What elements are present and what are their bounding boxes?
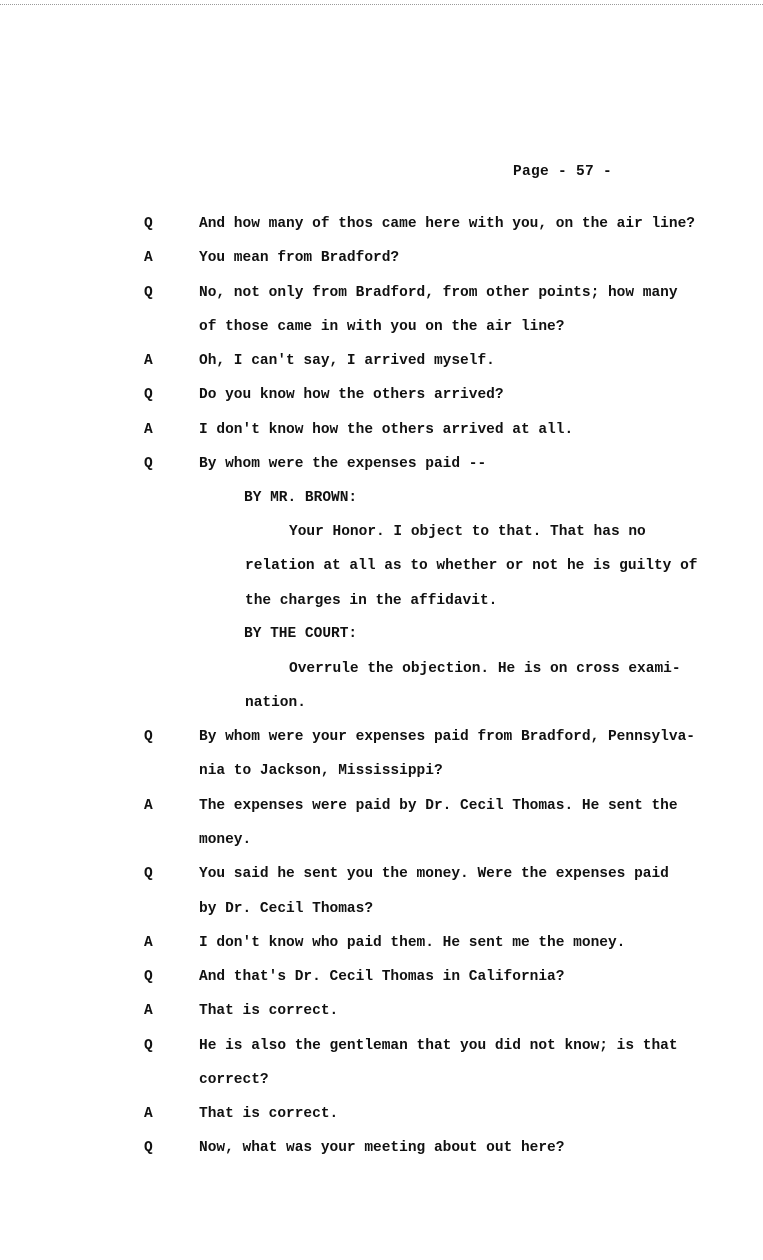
- scan-border: [0, 4, 763, 5]
- transcript-line: [0, 593, 763, 613]
- transcript-line: [0, 456, 763, 476]
- line-text: Overrule the objection. He is on cross exami-: [289, 661, 681, 677]
- transcript-line: [0, 387, 763, 407]
- transcript-line: [0, 729, 763, 749]
- line-text: He is also the gentleman that you did not know; is that: [199, 1038, 678, 1054]
- examiner-heading: BY MR. BROWN:: [244, 490, 358, 506]
- speaker-label: A: [144, 250, 153, 266]
- transcript-line: [0, 661, 763, 681]
- line-text: Now, what was your meeting about out here?: [199, 1140, 565, 1156]
- speaker-label: Q: [144, 387, 153, 403]
- speaker-label: A: [144, 935, 153, 951]
- line-text: of those came in with you on the air line?: [199, 319, 565, 335]
- line-text: That is correct.: [199, 1106, 339, 1122]
- line-text: I don't know who paid them. He sent me the money.: [199, 935, 626, 951]
- line-text: I don't know how the others arrived at all.: [199, 422, 574, 438]
- line-text: By whom were your expenses paid from Bradford, Pennsylva-: [199, 729, 695, 745]
- line-text: And how many of thos came here with you, on the air line?: [199, 216, 695, 232]
- line-text: And that's Dr. Cecil Thomas in California?: [199, 969, 565, 985]
- line-text: the charges in the affidavit.: [245, 593, 498, 609]
- line-text: correct?: [199, 1072, 269, 1088]
- transcript-line: [0, 798, 763, 818]
- transcript-line: [0, 1140, 763, 1160]
- speaker-label: A: [144, 798, 153, 814]
- line-text: Do you know how the others arrived?: [199, 387, 504, 403]
- speaker-label: Q: [144, 969, 153, 985]
- transcript-line: [0, 524, 763, 544]
- transcript-line: [0, 490, 763, 510]
- line-text: Oh, I can't say, I arrived myself.: [199, 353, 495, 369]
- line-text: by Dr. Cecil Thomas?: [199, 901, 374, 917]
- transcript-line: [0, 763, 763, 783]
- line-text: You said he sent you the money. Were the expenses paid: [199, 866, 669, 882]
- line-text: nation.: [245, 695, 306, 711]
- speaker-label: A: [144, 1003, 153, 1019]
- line-text: The expenses were paid by Dr. Cecil Thomas. He sent the: [199, 798, 678, 814]
- line-text: Your Honor. I object to that. That has no: [289, 524, 646, 540]
- transcript-line: [0, 626, 763, 646]
- transcript-line: [0, 1038, 763, 1058]
- transcript-line: [0, 319, 763, 339]
- speaker-label: Q: [144, 1038, 153, 1054]
- page-number: Page - 57 -: [513, 164, 613, 180]
- transcript-line: [0, 832, 763, 852]
- line-text: relation at all as to whether or not he is guilty of: [245, 558, 698, 574]
- speaker-label: Q: [144, 866, 153, 882]
- speaker-label: A: [144, 1106, 153, 1122]
- speaker-label: Q: [144, 456, 153, 472]
- transcript-line: [0, 422, 763, 442]
- transcript-line: [0, 250, 763, 270]
- speaker-label: Q: [144, 729, 153, 745]
- transcript-line: [0, 216, 763, 236]
- speaker-label: Q: [144, 1140, 153, 1156]
- line-text: No, not only from Bradford, from other points; how many: [199, 285, 678, 301]
- speaker-label: Q: [144, 285, 153, 301]
- transcript-line: [0, 1003, 763, 1023]
- transcript-line: [0, 353, 763, 373]
- transcript-line: [0, 935, 763, 955]
- transcript-line: [0, 901, 763, 921]
- speaker-label: A: [144, 422, 153, 438]
- line-text: By whom were the expenses paid --: [199, 456, 487, 472]
- line-text: nia to Jackson, Mississippi?: [199, 763, 443, 779]
- transcript-line: [0, 1072, 763, 1092]
- transcript-line: [0, 866, 763, 886]
- transcript-line: [0, 1106, 763, 1126]
- speaker-label: Q: [144, 216, 153, 232]
- line-text: money.: [199, 832, 252, 848]
- line-text: You mean from Bradford?: [199, 250, 400, 266]
- examiner-heading: BY THE COURT:: [244, 626, 358, 642]
- transcript-line: [0, 285, 763, 305]
- line-text: That is correct.: [199, 1003, 339, 1019]
- transcript-line: [0, 695, 763, 715]
- transcript-line: [0, 558, 763, 578]
- speaker-label: A: [144, 353, 153, 369]
- transcript-line: [0, 969, 763, 989]
